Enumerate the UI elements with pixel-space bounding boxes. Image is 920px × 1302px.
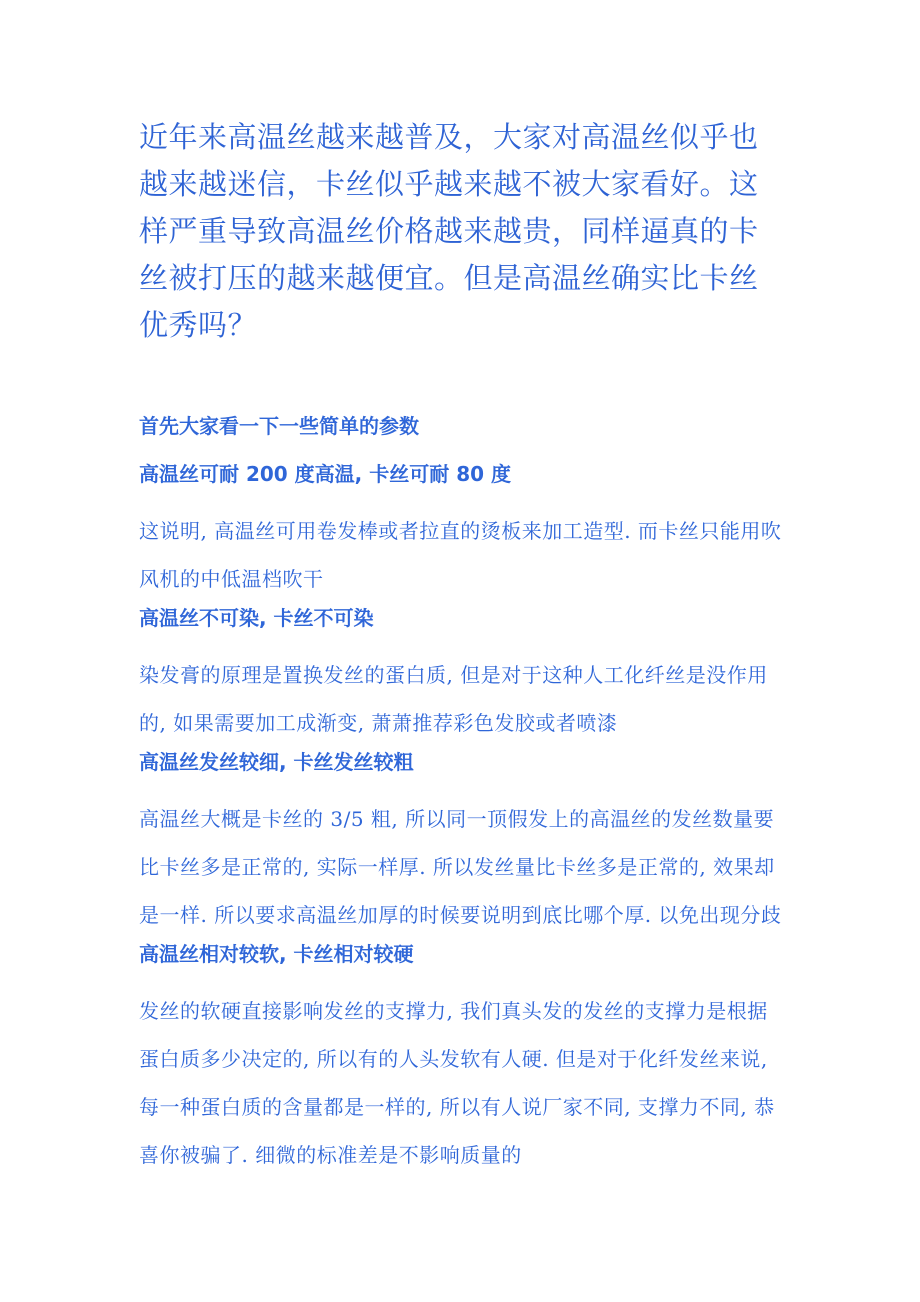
section-heading-dye: 高温丝不可染, 卡丝不可染 xyxy=(139,606,374,630)
spacer xyxy=(139,349,784,411)
intro-paragraph: 近年来高温丝越来越普及，大家对高温丝似乎也越来越迷信，卡丝似乎越来越不被大家看好。这样严重导致高温丝价格越来越贵，同样逼真的卡丝被打压的越来越便宜。但是高温丝确实比卡丝优秀吗？ xyxy=(139,120,759,342)
article-body xyxy=(139,114,784,1179)
section-heading-softness: 高温丝相对较软, 卡丝相对较硬 xyxy=(139,942,414,966)
section-body-softness: 发丝的软硬直接影响发丝的支撑力, 我们真头发的发丝的支撑力是根据蛋白质多少决定的, 所以有的人头发软有人硬. 但是对于化纤发丝来说, 每一种蛋白质的含量都是一样的, 所以有人说厂家不同, 支撑力不同, 恭喜你被骗了. 细微的标准差是不影响质量的 xyxy=(139,999,775,1167)
section-heading-heat: 高温丝可耐 200 度高温, 卡丝可耐 80 度 xyxy=(139,462,511,486)
section-heading-thickness: 高温丝发丝较细, 卡丝发丝较粗 xyxy=(139,750,414,774)
section-body-heat: 这说明, 高温丝可用卷发棒或者拉直的烫板来加工造型. 而卡丝只能用吹风机的中低温档吹干 xyxy=(139,519,782,591)
section-heading-params: 首先大家看一下一些简单的参数 xyxy=(139,414,419,438)
section-body-dye: 染发膏的原理是置换发丝的蛋白质, 但是对于这种人工化纤丝是没作用的, 如果需要加工成渐变, 萧萧推荐彩色发胶或者喷漆 xyxy=(139,663,768,735)
section-body-thickness: 高温丝大概是卡丝的 3/5 粗, 所以同一顶假发上的高温丝的发丝数量要比卡丝多是正常的, 实际一样厚. 所以发丝量比卡丝多是正常的, 效果却是一样. 所以要求高温丝加厚的时候要说明到底比哪个厚. 以免出现分歧 xyxy=(139,807,782,927)
